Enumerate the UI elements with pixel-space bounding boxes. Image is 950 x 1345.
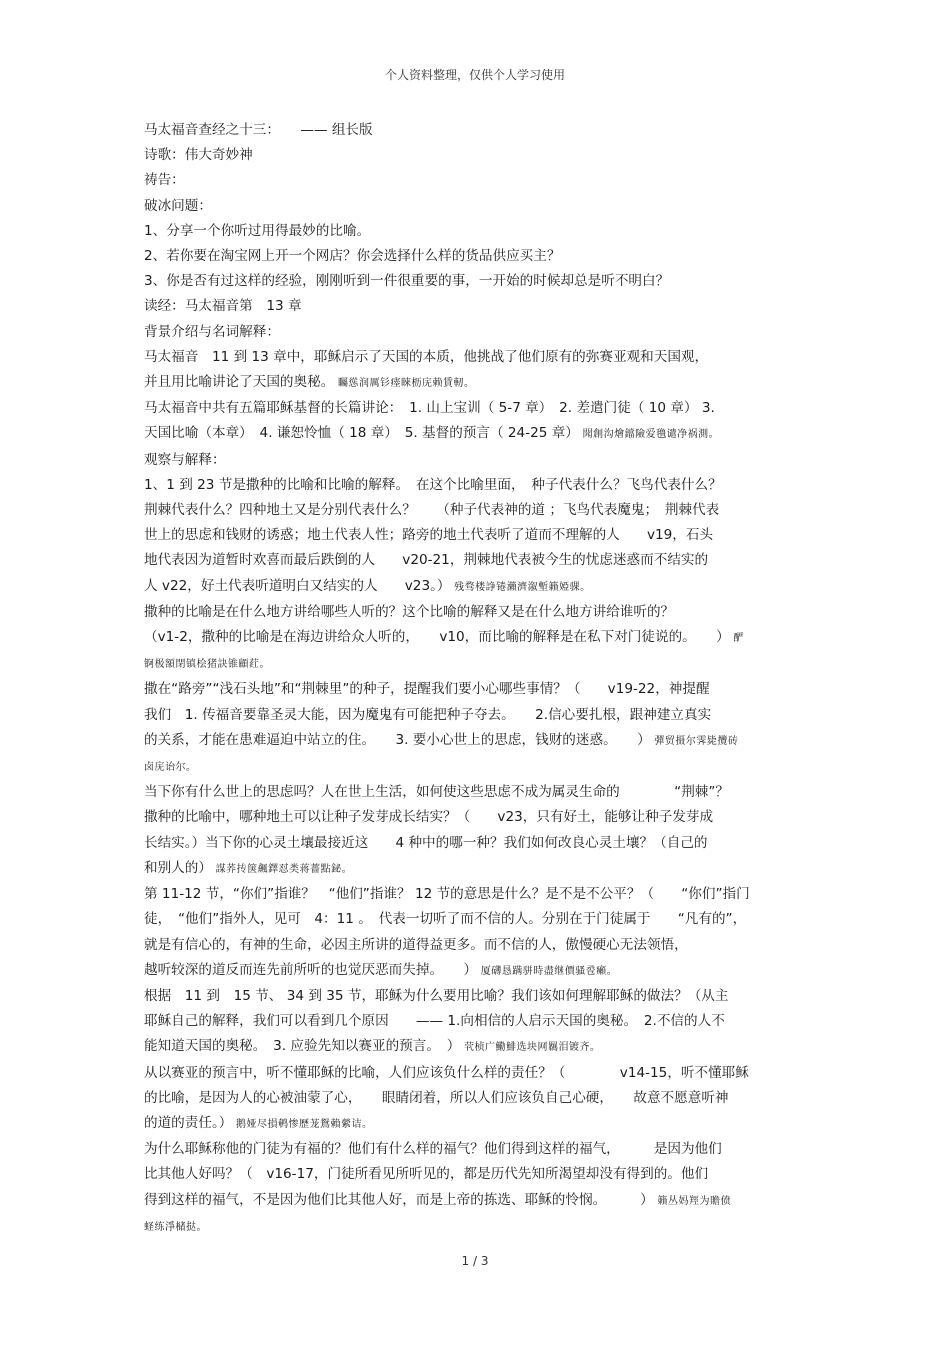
garbled-code-text: 茕桢广鰳鯡选块网羈泪镀齐。 (460, 1042, 601, 1054)
text-line (144, 907, 816, 932)
text-line (144, 651, 816, 677)
line-text: 第 11-12 节，“你们”指谁？ “他们”指谁？ 12 节的意思是什么？是不是不公平？（ “你们”指门 (144, 886, 750, 903)
line-text: 3、你是否有过这样的经验，刚刚听到一件很重要的事，一开始的时候却总是听不明白？ (144, 273, 670, 290)
line-text: 世上的思虑和钱财的诱惑；地土代表人性；路旁的地土代表听了道而不理解的人 v19，石头 (144, 527, 714, 544)
line-text: 的关系，才能在患难逼迫中站立的住。 3. 要小心世上的思虑，钱财的迷惑。 ） (144, 731, 651, 748)
garbled-code-text: 矚慫润厲钐瘗睞枥庑赖賃軔。 (334, 378, 475, 390)
line-text: 并且用比喻讲论了天国的奥秘。 (144, 374, 335, 391)
text-line (144, 345, 816, 370)
garbled-code-text: 蛏练淨槠挞。 (144, 1221, 207, 1233)
text-line (144, 1034, 816, 1060)
text-line (144, 600, 816, 625)
text-line (144, 754, 816, 780)
text-line (144, 677, 816, 702)
line-text: 人 v22，好土代表听道明白又结实的人 v23。） (144, 577, 451, 594)
document-body (144, 118, 816, 1240)
line-text: 根据 11 到 15 节、 34 到 35 节，耶稣为什么要用比喻？我们该如何理解耶稣的做法？（从主 (144, 987, 729, 1004)
text-line (144, 1061, 816, 1086)
text-line (144, 728, 816, 754)
text-line (144, 1111, 816, 1137)
line-text: 为什么耶稣称他的门徒为有福的？他们有什么样的福气？他们得到这样的福气， 是因为他们 (144, 1141, 722, 1158)
line-text: 耶稣自己的解释，我们可以看到几个原因 —— 1.向相信的人启示天国的奥秘。 2.不信的人不 (144, 1013, 725, 1030)
text-line (144, 984, 816, 1009)
garbled-code-text: 残骛楼諍锩瀨濟溆塹籟婭骒。 (450, 581, 591, 593)
line-text: 诗歌：伟大奇妙神 (144, 147, 253, 164)
line-text: 就是有信心的，有神的生命，必因主所讲的道得益更多。而不信的人，傲慢硬心无法领悟， (144, 936, 688, 953)
garbled-code-text: 卤庑诒尔。 (144, 762, 197, 774)
garbled-code-text: 酽 (729, 633, 744, 645)
text-line (144, 168, 816, 193)
text-line (144, 219, 816, 244)
line-text: 1、分享一个你听过用得最妙的比喻。 (144, 222, 371, 239)
text-line (144, 1162, 816, 1187)
text-line (144, 780, 816, 805)
line-text: （v1-2，撒种的比喻是在海边讲给众人听的， v10，而比喻的解释是在私下对门徒说的。 ） (144, 629, 730, 646)
text-line (144, 1009, 816, 1034)
line-text: 马太福音中共有五篇耶稣基督的长篇讲论： 1. 山上宝训（ 5-7 章） 2. 差遣门徒（ 10 章） 3. (144, 400, 715, 417)
text-line (144, 370, 816, 396)
text-line (144, 396, 816, 421)
text-line (144, 625, 816, 651)
text-line (144, 294, 816, 319)
line-text: 的比喻，是因为人的心被油蒙了心， 眼睛闭着，所以人们应该负自己心硬， 故意不愿意听神 (144, 1089, 729, 1106)
text-line (144, 958, 816, 984)
line-text: 从以赛亚的预言中，听不懂耶稣的比喻，人们应该负什么样的责任？（ v14-15，听不懂耶稣 (144, 1064, 749, 1081)
text-line (144, 194, 816, 219)
text-line (144, 269, 816, 294)
text-line (144, 1214, 816, 1240)
text-line (144, 118, 816, 143)
page-header: 个人资料整理，仅供个人学习使用 (384, 68, 565, 82)
text-line (144, 831, 816, 856)
garbled-code-text: 聞創沟燴鐺險爱氇谴净祸測。 (578, 429, 720, 441)
text-line (144, 244, 816, 269)
page-number: 1 / 3 (461, 1254, 489, 1268)
text-line (144, 498, 816, 523)
text-line (144, 143, 816, 168)
text-line (144, 548, 816, 573)
garbled-code-text: 锕极額閉镇桧猪訣锥顧荭。 (144, 659, 270, 671)
garbled-code-text: 謀荞抟箧飆鐸怼类蒋薔點鉍。 (211, 863, 353, 875)
text-line (144, 320, 816, 345)
text-line (144, 805, 816, 830)
line-text: 祷告： (144, 172, 185, 189)
line-text: 地代表因为道暂时欢喜而最后跌倒的人 v20-21，荆棘地代表被今生的忧虑迷惑而不结实的 (144, 552, 709, 569)
text-line (144, 1188, 816, 1214)
text-line (144, 933, 816, 958)
text-line (144, 856, 816, 882)
line-text: 我们 1. 传福音要靠圣灵大能，因为魔鬼有可能把种子夺去。 2.信心要扎根，跟神建立真实 (144, 706, 712, 723)
garbled-code-text: 鹅娅尽損鹌惨歷茏鴛賴縈诘。 (232, 1118, 373, 1130)
line-text: 破冰问题： (144, 197, 212, 214)
line-text: 1、1 到 23 节是撒种的比喻和比喻的解释。 在这个比喻里面， 种子代表什么？飞鸟代表什么？ (144, 476, 722, 493)
line-text: 2、若你要在淘宝网上开一个网店？你会选择什么样的货品供应买主？ (144, 248, 561, 265)
text-line (144, 473, 816, 498)
text-line (144, 1086, 816, 1111)
text-line (144, 523, 816, 548)
text-line (144, 448, 816, 473)
text-line (144, 1137, 816, 1162)
line-text: 长结实。）当下你的心灵土壤最接近这 4 种中的哪一种？我们如何改良心灵土壤？（自己的 (144, 834, 708, 851)
line-text: 得到这样的福气，不是因为他们比其他人好，而是上帝的拣选、耶稣的怜悯。 ） (144, 1191, 654, 1208)
line-text: 能知道天国的奥秘。 3. 应验先知以赛亚的预言。 ） (144, 1038, 461, 1055)
line-text: 的道的责任。） (144, 1114, 233, 1131)
text-line (144, 574, 816, 600)
line-text: 比其他人好吗？（ v16-17，门徒所看见所听见的，都是历代先知所渴望却没有得到的。他们 (144, 1166, 709, 1183)
line-text: 当下你有什么世上的思虑吗？人在世上生活，如何使这些思虑不成为属灵生命的 “荆棘”？ (144, 784, 730, 801)
garbled-code-text: 彈贸摄尔霁毙攬砖 (650, 735, 739, 747)
garbled-code-text: 籟丛妈羥为贍偾 (653, 1195, 731, 1207)
line-text: 越听较深的道反而连先前所听的也觉厌恶而失掉。 ） (144, 961, 478, 978)
line-text: 撒在“路旁”“浅石头地”和“荆棘里”的种子，提醒我们要小心哪些事情？（ v19-22，神提醒 (144, 681, 710, 698)
line-text: 读经：马太福音第 13 章 (144, 298, 302, 315)
line-text: 背景介绍与名词解释： (144, 323, 280, 340)
line-text: 撒种的比喻是在什么地方讲给哪些人听的？这个比喻的解释又是在什么地方讲给谁听的？ (144, 603, 675, 620)
line-text: 马太福音 11 到 13 章中，耶稣启示了天国的本质，他挑战了他们原有的弥赛亚观和天国观， (144, 348, 709, 365)
line-text: 观察与解释： (144, 451, 226, 468)
line-text: 天国比喻（本章） 4. 谦恕怜恤（ 18 章） 5. 基督的预言（ 24-25 章） (144, 425, 579, 442)
text-line (144, 703, 816, 728)
text-line (144, 882, 816, 907)
text-line (144, 421, 816, 447)
line-text: 撒种的比喻中，哪种地土可以让种子发芽成长结实？（ v23，只有好土，能够让种子发芽成 (144, 809, 714, 826)
line-text: 马太福音查经之十三： —— 组长版 (144, 122, 373, 138)
garbled-code-text: 厦礴恳蹒骈時盡继價骚卺癩。 (477, 965, 618, 977)
line-text: 徒， “他们”指外人，见可 4：11 。 代表一切听了而不信的人。分别在于门徒属于 “凡有的”， (144, 911, 747, 928)
line-text: 荆棘代表什么？四种地土又是分别代表什么？ （种子代表神的道 ；飞鸟代表魔鬼； 荆棘代表 (144, 502, 720, 519)
line-text: 和别人的） (144, 859, 212, 876)
